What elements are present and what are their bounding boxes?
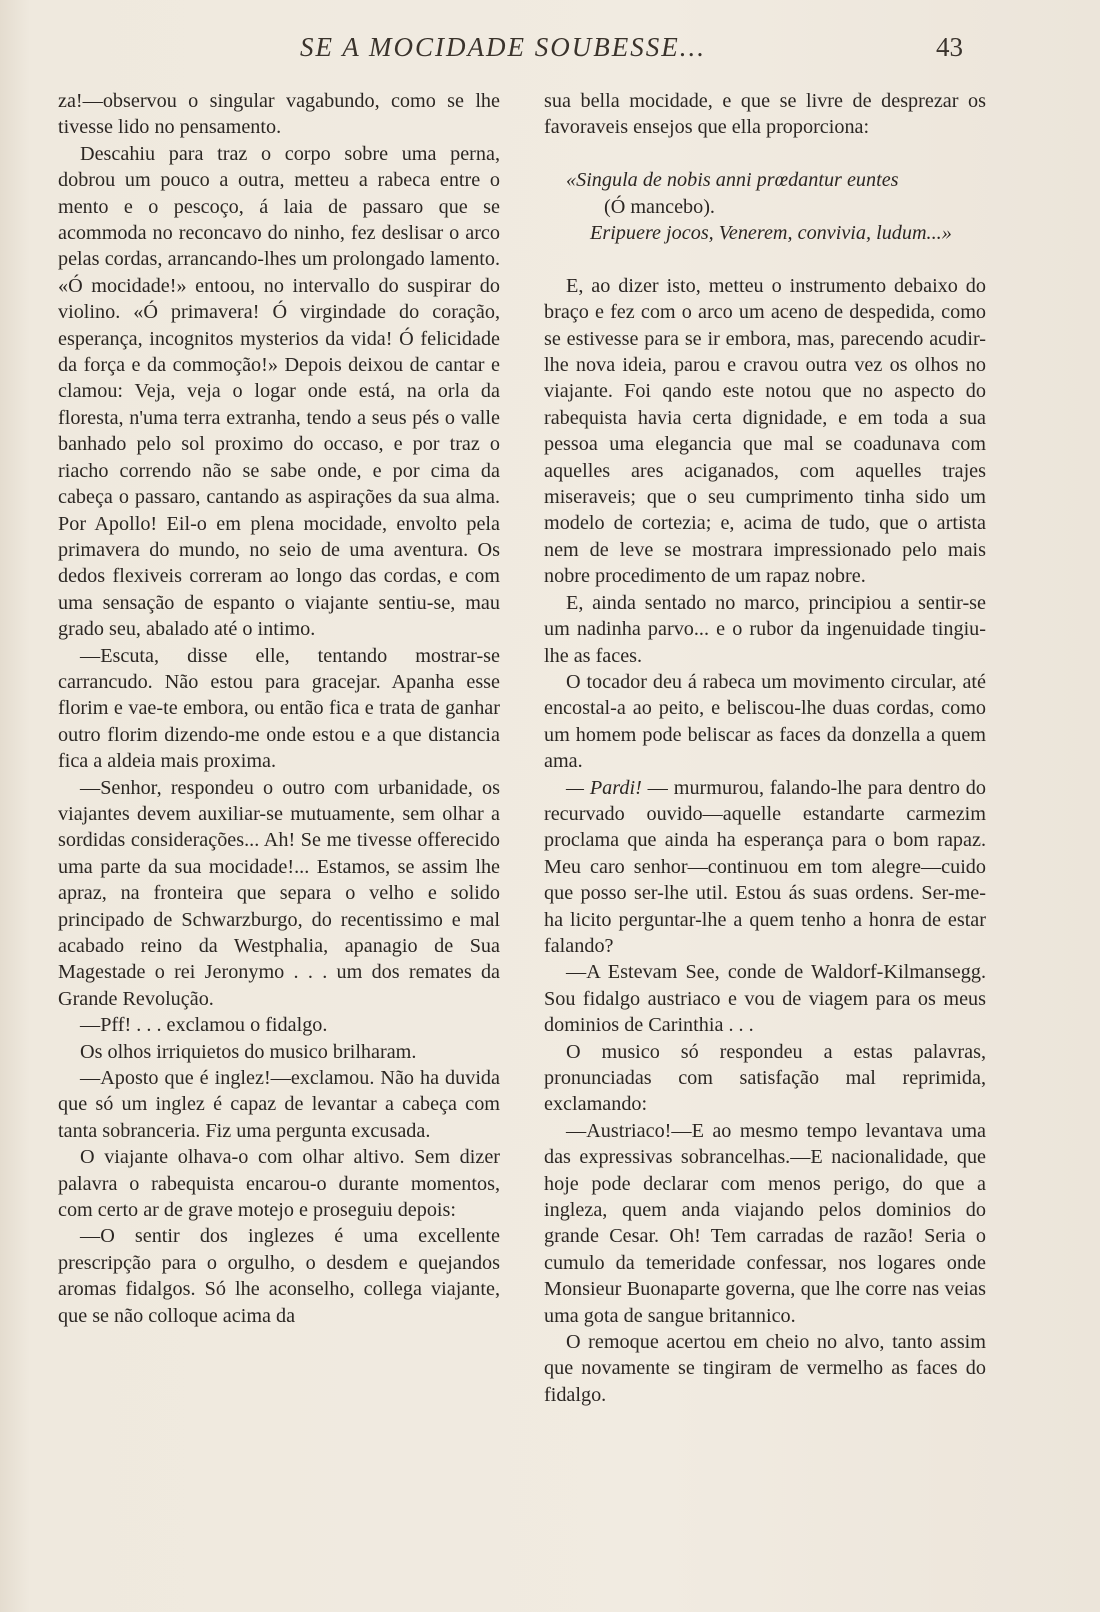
page-header [0,28,1100,68]
paragraph: —Pff! . . . exclamou o fidalgo. [80,1014,328,1037]
paragraph: sua bella mocidade, e que se livre de desprezar os favoraveis ensejos que ella proporciona: [544,90,986,139]
running-title: SE A MOCIDADE SOUBESSE... [300,32,706,62]
paragraph: —A Estevam See, conde de Waldorf-Kilmansegg. Sou fidalgo austriaco e vou de viagem para os meus dominios de Carinthia . . . [544,961,986,1037]
paragraph: za!—observou o singular vagabundo, como se lhe tivesse lido no pensamento. [58,90,500,139]
left-column [58,88,500,1329]
verse-line: Eripuere jocos, Venerem, convivia, ludum...» [590,222,952,245]
verse-line: (Ó mancebo). [604,195,715,218]
page-number: 43 [936,32,963,62]
paragraph: E, ainda sentado no marco, principiou a sentir-se um nadinha parvo... e o rubor da ingenuidade tingiu-lhe as faces. [544,591,986,667]
spacer [544,141,986,167]
paragraph: —Escuta, disse elle, tentando mostrar-se carrancudo. Não estou para gracejar. Apanha esse florim e vae-te embora, ou então fica e trata de ganhar outro florim dizendo-me onde estou e a que distancia fica a aldeia mais proxima. [58,644,500,773]
paragraph-text: — murmurou, falando-lhe para dentro do recurvado ouvido—aquelle estandarte carmezim proclama que ainda ha esperança para o bom rapaz. Meu caro senhor—continuou em tom alegre—cuido que posso ser-lhe util. Estou ás suas ordens. Ser-me-ha licito perguntar-lhe a quem tenho a honra de estar falando? [544,776,986,957]
paragraph: E, ao dizer isto, metteu o instrumento debaixo do braço e fez com o arco um aceno de despedida, como se estivesse para se ir embora, mas, parecendo acudir-lhe nova ideia, parou e cravou outra vez os olhos no viajante. Foi qando este notou que no aspecto do rabequista havia certa dignidade, e em toda a sua pessoa uma elegancia que mal se coadunava com aquelles ares aciganados, com aquelles trajes miseraveis; que o seu cumprimento tinha sido um modelo de cortezia; e, acima de tudo, que o artista nem de leve se mostrara impressionado pelo mais nobre procedimento de um rapaz nobre. [544,274,986,588]
paragraph: O tocador deu á rabeca um movimento circular, até encostal-a ao peito, e beliscou-lhe duas cordas, como um homem pode beliscar as faces da donzella a quem ama. [544,670,986,773]
paragraph: —Aposto que é inglez!—exclamou. Não ha duvida que só um inglez é capaz de levantar a cabeça com tanta sobranceria. Fiz uma pergunta excusada. [58,1067,500,1142]
spacer [544,246,986,272]
paragraph: O remoque acertou em cheio no alvo, tanto assim que novamente se tingiram de vermelho as faces do fidalgo. [544,1331,986,1406]
paragraph: —O sentir dos inglezes é uma excellente prescripção para o orgulho, o desdem e quejandos aromas fidalgos. Só lhe aconselho, collega viajante, que se não colloque acima da [58,1225,500,1327]
exclamation: — Pardi! [566,776,642,799]
paragraph: Os olhos irriquietos do musico brilharam. [80,1040,417,1063]
paragraph: Descahiu para traz o corpo sobre uma perna, dobrou um pouco a outra, metteu a rabeca entre o mento e o pescoço, á laia de passaro que se acommoda no reconcavo do ninho, fez deslisar o arco pelas cordas, arrancando-lhes um prolongado lamento. «Ó mocidade!» entoou, no intervallo do suspirar do violino. «Ó primavera! Ó virgindade do coração, esperança, incognitos mysterios da vida! Ó felicidade da força e da commoção!» Depois deixou de cantar e clamou: Veja, veja o logar onde está, na orla da floresta, n'uma terra extranha, tendo a seus pés o valle banhado pelo sol proximo do occaso, e por traz o riacho correndo não se sabe onde, e por cima da cabeça o passaro, cantando as aspirações da sua alma. Por Apollo! Eil-o em plena mocidade, envolto pela primavera do mundo, no seio de uma aventura. Os dedos flexiveis correram ao longo das cordas, e com uma sensação de espanto o viajante sentiu-se, mau grado seu, abalado até o intimo. [58,142,500,641]
right-column [544,88,986,1408]
paragraph: —Senhor, respondeu o outro com urbanidade, os viajantes devem auxiliar-se mutuamente, sem olhar a sordidas considerações... Ah! Se me tivesse offerecido uma parte da sua mocidade!... Estamos, se assim lhe apraz, na fronteira que separa o velho e solido principado de Schwarzburgo, do recentissimo e mal acabado reino da Westphalia, apanagio de Sua Magestade o rei Jeronymo . . . um dos remates da Grande Revolução. [58,776,500,1010]
verse-line: «Singula de nobis anni prœdantur euntes [566,169,899,192]
paragraph: O viajante olhava-o com olhar altivo. Sem dizer palavra o rabequista encarou-o durante momentos, com certo ar de grave motejo e proseguiu depois: [58,1146,500,1222]
paragraph: —Austriaco!—E ao mesmo tempo levantava uma das expressivas sobrancelhas.—E nacionalidade, que hoje pode declarar com menos perigo, do que a ingleza, quem anda viajando pelos dominios do grande Cesar. Oh! Tem carradas de razão! Seria o cumulo da temeridade confessar, nos logares onde Monsieur Buonaparte governa, que lhe corre nas veias uma gota de sangue britannico. [544,1119,986,1327]
paragraph: O musico só respondeu a estas palavras, pronunciadas com satisfação mal reprimida, exclamando: [544,1040,986,1116]
paragraph [544,775,986,960]
latin-verse [544,167,986,246]
